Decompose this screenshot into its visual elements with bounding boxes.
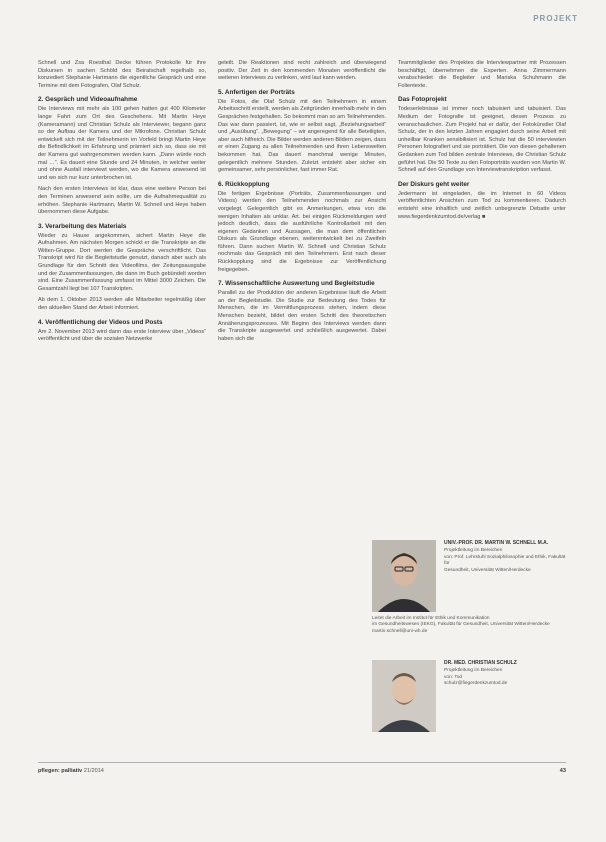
bio-name: DR. MED. CHRISTIAN SCHULZ bbox=[444, 660, 517, 666]
paragraph: Am 2. November 2013 wird dann das erste Interview über „Videos“ veröffentlicht und über die sozialen Netzwerke bbox=[38, 328, 206, 343]
section-heading: 7. Wissenschaftliche Auswertung und Begleitstudie bbox=[218, 280, 375, 288]
footer-brand: pflegen: palliativ bbox=[38, 767, 83, 774]
paragraph: Schnell und Zsa Roesthal Decke führen Protokolle für ihre Diskursen in sachen Schöld des Beiratschaft regelhalb so, konzediert Stephanie Hartmann die eigentliche Gespräch und eine Termine mit dem Fotografen, Olaf Schulz. bbox=[38, 60, 206, 89]
bio-line: Gesundheit, Universität Witten/Herdecke bbox=[444, 567, 531, 573]
section-heading: Das Fotoprojekt bbox=[398, 96, 447, 104]
bio-extra-line: Leitet die Arbeit im Institut für Ethik und Kommunikation bbox=[372, 616, 490, 621]
section-heading: 4. Veröffentlichung der Videos und Posts bbox=[38, 318, 163, 326]
bio-name: UNIV.-PROF. DR. MARTIN W. SCHNELL M.A. bbox=[444, 540, 549, 546]
page-footer bbox=[38, 762, 566, 774]
section-heading: Der Diskurs geht weiter bbox=[398, 180, 470, 188]
portrait-photo bbox=[372, 540, 436, 612]
bio-extra-line: im Gesundheitswesen (IEKG), Fakultät für Gesundheit, Universität Witten/Herdecke bbox=[372, 622, 550, 628]
paragraph: Parallel zu der Produktion der anderen Ergebnisse läuft die Arbeit an der Begleitstudie. Die Studie zur Bedeutung des Todes für Menschen, die im Vermittlungsprozess stehen, indem diese Menschen bezieht, bildet den ersten Schritt des theoretischen Annäherungsprozesses. Mit Beginn des Interviews werden dann die Transkripte ausgewertet und schließlich ausgewertet. Dabei haben sich die bbox=[218, 290, 386, 342]
portrait-photo bbox=[372, 660, 436, 732]
column-3 bbox=[398, 60, 566, 760]
section-heading: 5. Anfertigen der Porträts bbox=[218, 88, 295, 96]
bio-line: von: Tod bbox=[444, 674, 463, 680]
bio-line: Projektleitung im Bereichen bbox=[444, 668, 503, 674]
paragraph: Ab dem 1. Oktober 2013 werden alle Mitarbeiter regelmäßig über den aktuellen Stand der Arbeit informiert. bbox=[38, 297, 206, 312]
footer-issue: 21/2014 bbox=[83, 767, 104, 774]
section-heading: 6. Rückkopplung bbox=[218, 180, 270, 188]
article-body bbox=[38, 60, 566, 760]
paragraph: Wieder zu Hause angekommen, sichert Martin Heye die Aufnahmen. Am nächsten Morgen schickt er die Transkripte an die Witten-Gruppe. Dort werden die Gespräche verschriftlicht. Das Transkript wird für die Begleitstudie genutzt, danach aber auch als Grundlage für den Schnitt des Videofilms, der Zeitungsausgabe und der Zusammenfassungen, die dann im Buch gebündelt worden sind. Eine Zusammenfassung umfasst im Mittel 3000 Zeichen. Die Gesamtzahl liegt bei 107 Transkripten. bbox=[38, 232, 206, 292]
column-2 bbox=[218, 60, 386, 760]
paragraph: Nach den ersten Interviews ist klar, dass eine weitere Person bei den Terminen anwesend sein sollte, um die Aufnahmequalität zu erhöhen. Stephanie Hartmann, Martin W. Schnell und Heye haben übernommen diese Aufgabe. bbox=[38, 186, 206, 216]
bio-email[interactable]: schulz@fiegerdenkzumtod.de bbox=[444, 681, 508, 687]
paragraph: Die Interviews mit mehr als 100 gehen hatten gut 400 Kilometer lange Fahrt zum Ort des Geschehens. Mit Martin Heye (Kameramann) und Christian Schulz als Interviewer, begann ganz so der Aufbau der Kamera und der Mikrofone. Christian Schulz entwickelt sich mit der Teilnehmerin im Vorfeld bringt Martin Heye die Befindlichkeit im Erfahrung und prämiert sich so, dass sie mit der Kamera gut wahrgenommen werden kann. „Dann würde noch mal …“. Es dauert eine Stunde und 24 Minuten, in welcher weiter und ohne Ausfall interviewt werden, wo die Kamera anwesend ist und wo sich nur kurz unterbrochen ist. bbox=[38, 106, 206, 181]
column-1 bbox=[38, 60, 206, 760]
bio-line: von: Prof. Lehrstuhl Sozialphilosophie und Ethik, Fakultät für bbox=[444, 554, 566, 567]
paragraph: Todeserlebnisse ist immer noch tabuisiert und tabuisiert. Das Medium der Fotografie ist geeignet, diesen Prozess zu veranschaulichen. Zum Projekt hat er dafür, der Fotokünstler Olaf Schulz, der in den letzten Jahren engagiert durch seine Arbeit mit unheilbar Kranken sensibilisiert ist. Schulz hat die 50 interviewten Personen fotografiert und sie porträtiert. Die von diesen gehaltenen Gedanken zum Tod bilden zentrale Interviews, die Christian Schulz geführt hat. Die 50 Texte zu den Fotoporträts wurden von Martin W. Schnell auf den Grundlage von Interviewtranskription verfasst. bbox=[398, 106, 566, 174]
bio-email[interactable]: martin.schnell@uni-wh.de bbox=[372, 628, 428, 634]
paragraph: geteilt. Die Reaktionen sind recht zahlreich und überwiegend positiv. Der Zeit in den kommenden Monaten veröffentlicht die weiteren Interviews zu verlinken, wird laut kann werden. bbox=[218, 60, 386, 82]
page-number: 43 bbox=[559, 767, 566, 774]
paragraph: Teammitglieder des Projektes die Interviewpartner mit Prozessen beschäftigt, übernehmen die Experten. Anna Zimmermann verabschiedet die Begleiter und Mariska Schuhmann die Folientexte. bbox=[398, 60, 566, 89]
section-heading: 2. Gespräch und Videoaufnahme bbox=[38, 96, 138, 104]
paragraph: Die Fotos, die Olaf Schulz mit den Teilnehmern in einem Arbeitsschritt erstellt, werden als Zeitgründen innerhalb mehr in den Gesprächen festgehalten. So bekommt man so am Teilnehmenden. Das war dann passiert, ist, wie er selbst sagt, „Beziehungsarbeit“ und „Ausübung“. „Bewegung“ – wir angeregend für alle Beteiligten, aber auch hilfreich. Die Bilder werden anderen Bildern zeigen, dass er einen Zugang zu allen Teilnehmenden und ihren Lebenswelten bekommen hat. Das dauert manchmal wenige Minuten, gelegentlich mehrere Stunden. Zuletzt entsteht aber sicher ein gemeinsamer, sehr persönlicher, fast immer Rat. bbox=[218, 98, 386, 174]
section-heading: 3. Verarbeitung des Materials bbox=[38, 222, 127, 230]
section-label: PROJEKT bbox=[533, 14, 578, 23]
bio-line: Projektleitung im Bereichen bbox=[444, 548, 503, 554]
paragraph: Jedermann ist eingeladen, die im Internet in 60 Videos veröffentlichten Ansichten zum Tod zu kommentieren. Dadurch entsteht eine inhaltlich und zeitlich unbegrenzte Debatte unter www.fiegerdenkzumtod.de/verlag ■ bbox=[398, 191, 566, 221]
paragraph: Die fertigen Ergebnisse (Porträts, Zusammenfassungen und Videos) werden den Teilnehmenden nochmals zur Ansicht vorgelegt. Gelegentlich gibt es Anmerkungen, etwa von die wenigen Inhalten als unklar. Art. bei einigen Rückmeldungen wird jedoch deutlich, dass die ausführliche Kontrollarbeit mit den eigenen Gedanken und Aussagen, die man dem öffentlichen Diskurs als Grundlage ebenen, weiterentwickelt bei zu Zweifeln führen. Dann suchen Martin W. Schnell und Christian Schulz nochmals das Gespräch mit den Teilnehmern. Erst nach dieser Rückkopplung sind die Ergebnisse zur Veröffentlichung freigegeben. bbox=[218, 190, 386, 273]
